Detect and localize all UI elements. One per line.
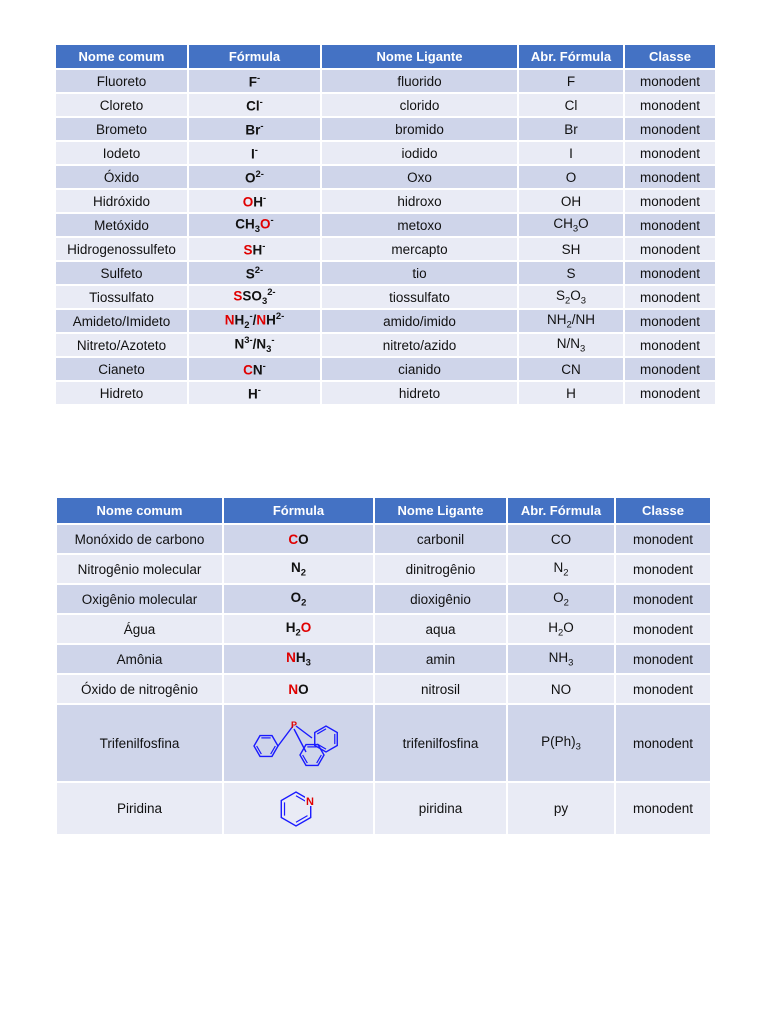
formula-text: NH bbox=[547, 311, 567, 327]
cell-classe: monodent bbox=[624, 237, 716, 261]
cell-formula bbox=[223, 704, 374, 782]
table-row bbox=[55, 333, 716, 357]
cell-classe: monodent bbox=[624, 213, 716, 237]
subscript: 2 bbox=[301, 597, 307, 609]
formula-text: O bbox=[565, 169, 577, 185]
header-nome-comum: Nome comum bbox=[55, 44, 188, 69]
cell-formula bbox=[223, 644, 374, 674]
charge-superscript: - bbox=[249, 310, 253, 322]
cell-nome-ligante: trifenilfosfina bbox=[374, 704, 507, 782]
subscript: 3 bbox=[266, 344, 272, 356]
formula-text: /N bbox=[252, 336, 267, 352]
charge-superscript: 2- bbox=[254, 264, 264, 276]
cell-nome-ligante: dioxigênio bbox=[374, 584, 507, 614]
cell-classe: monodent bbox=[624, 93, 716, 117]
cell-formula bbox=[188, 213, 321, 237]
subscript: 3 bbox=[254, 224, 261, 236]
cell-nome-ligante: hidroxo bbox=[321, 189, 518, 213]
formula-text: O bbox=[553, 589, 564, 605]
formula-text: O bbox=[563, 619, 574, 635]
subscript: 3 bbox=[580, 343, 586, 355]
cell-formula bbox=[188, 189, 321, 213]
ligands-table-anionic bbox=[55, 44, 716, 405]
formula-text: F bbox=[248, 74, 258, 90]
cell-formula bbox=[188, 357, 321, 381]
donor-atom: C bbox=[288, 531, 299, 547]
cell-abr-formula bbox=[518, 213, 624, 237]
cell-classe: monodent bbox=[615, 524, 711, 554]
cell-formula bbox=[188, 237, 321, 261]
cell-nome-ligante: metoxo bbox=[321, 213, 518, 237]
table-row bbox=[55, 69, 716, 93]
cell-classe: monodent bbox=[624, 141, 716, 165]
donor-atom: N bbox=[288, 681, 299, 697]
cell-abr-formula bbox=[507, 644, 615, 674]
formula-text: Br bbox=[245, 122, 261, 138]
cell-nome-ligante: nitrosil bbox=[374, 674, 507, 704]
donor-atom: S bbox=[233, 288, 243, 304]
table-row bbox=[55, 93, 716, 117]
cell-nome-ligante: iodido bbox=[321, 141, 518, 165]
cell-formula bbox=[188, 285, 321, 309]
table-body bbox=[55, 69, 716, 405]
cell-nome-ligante: bromido bbox=[321, 117, 518, 141]
formula-text: F bbox=[566, 73, 576, 89]
cell-nome-comum: Hidreto bbox=[55, 381, 188, 405]
cell-nome-ligante: clorido bbox=[321, 93, 518, 117]
charge-superscript: - bbox=[271, 334, 275, 346]
pyridine-structure-icon bbox=[274, 787, 324, 831]
formula-text: O bbox=[570, 287, 581, 303]
cell-abr-formula bbox=[518, 189, 624, 213]
cell-classe: monodent bbox=[624, 285, 716, 309]
cell-formula bbox=[188, 141, 321, 165]
cell-nome-comum: Monóxido de carbono bbox=[56, 524, 223, 554]
cell-nome-ligante: amido/imido bbox=[321, 309, 518, 333]
triphenylphosphine-structure-icon bbox=[246, 712, 352, 774]
cell-nome-comum: Hidróxido bbox=[55, 189, 188, 213]
cell-abr-formula bbox=[507, 704, 615, 782]
cell-abr-formula bbox=[518, 69, 624, 93]
charge-superscript: - bbox=[257, 72, 261, 84]
formula-text: SH bbox=[561, 241, 581, 257]
formula-text: N bbox=[252, 362, 263, 378]
table-row bbox=[56, 782, 711, 835]
subscript: 2 bbox=[565, 295, 571, 307]
subscript: 2 bbox=[244, 320, 250, 332]
charge-superscript: 2- bbox=[267, 286, 276, 298]
charge-superscript: - bbox=[262, 360, 266, 372]
subscript: 2 bbox=[563, 567, 569, 579]
formula-text: N bbox=[291, 559, 301, 575]
cell-nome-comum: Cloreto bbox=[55, 93, 188, 117]
formula-text: O bbox=[245, 170, 256, 186]
formula-text: NH bbox=[548, 649, 569, 665]
header-classe: Classe bbox=[615, 497, 711, 524]
cell-formula bbox=[188, 69, 321, 93]
cell-abr-formula bbox=[507, 674, 615, 704]
cell-classe: monodent bbox=[624, 189, 716, 213]
subscript: 2 bbox=[557, 627, 564, 639]
subscript: 2 bbox=[566, 319, 572, 331]
header-classe: Classe bbox=[624, 44, 716, 69]
formula-text: O bbox=[298, 681, 309, 697]
formula-text: SO bbox=[242, 288, 262, 304]
formula-text: O bbox=[298, 531, 309, 547]
formula-text: S bbox=[245, 266, 255, 282]
donor-atom: O bbox=[242, 194, 254, 210]
cell-nome-comum: Água bbox=[56, 614, 223, 644]
formula-text: O bbox=[578, 215, 589, 231]
table-row bbox=[55, 189, 716, 213]
donor-atom: N bbox=[286, 649, 296, 665]
cell-abr-formula bbox=[518, 93, 624, 117]
charge-superscript: 2- bbox=[255, 168, 264, 180]
charge-superscript: - bbox=[257, 384, 261, 396]
cell-nome-comum: Óxido de nitrogênio bbox=[56, 674, 223, 704]
cell-nome-ligante: mercapto bbox=[321, 237, 518, 261]
cell-abr-formula bbox=[507, 554, 615, 584]
header-abr-formula: Abr. Fórmula bbox=[518, 44, 624, 69]
cell-nome-ligante: hidreto bbox=[321, 381, 518, 405]
subscript: 3 bbox=[261, 296, 268, 308]
formula-text: P(Ph) bbox=[541, 733, 576, 749]
cell-nome-ligante: piridina bbox=[374, 782, 507, 835]
subscript: 2 bbox=[300, 567, 306, 579]
donor-atom: O bbox=[300, 619, 312, 635]
formula-text: Br bbox=[564, 121, 578, 137]
ligands-table-neutral bbox=[56, 497, 711, 835]
cell-classe: monodent bbox=[624, 357, 716, 381]
cell-formula bbox=[223, 614, 374, 644]
cell-classe: monodent bbox=[615, 614, 711, 644]
table-row bbox=[55, 381, 716, 405]
cell-abr-formula bbox=[507, 524, 615, 554]
cell-nome-ligante: amin bbox=[374, 644, 507, 674]
table-header-row bbox=[56, 497, 711, 524]
table-row bbox=[56, 704, 711, 782]
table-row bbox=[55, 165, 716, 189]
cell-classe: monodent bbox=[615, 704, 711, 782]
subscript: 3 bbox=[572, 223, 579, 235]
formula-text: I bbox=[251, 146, 255, 162]
table-row bbox=[55, 357, 716, 381]
formula-text: H bbox=[266, 312, 276, 328]
formula-text: OH bbox=[560, 193, 582, 209]
table-row bbox=[56, 524, 711, 554]
cell-nome-ligante: fluorido bbox=[321, 69, 518, 93]
cell-classe: monodent bbox=[624, 165, 716, 189]
subscript: 3 bbox=[575, 741, 581, 753]
table-row bbox=[55, 117, 716, 141]
formula-text: H bbox=[295, 649, 306, 665]
cell-classe: monodent bbox=[615, 584, 711, 614]
formula-text: H bbox=[234, 312, 245, 328]
subscript: 3 bbox=[580, 295, 587, 307]
table-row bbox=[55, 141, 716, 165]
formula-text: I bbox=[569, 145, 573, 161]
cell-formula bbox=[188, 117, 321, 141]
table-header-row bbox=[55, 44, 716, 69]
cell-nome-ligante: tiossulfato bbox=[321, 285, 518, 309]
formula-text: N bbox=[553, 559, 564, 575]
cell-classe: monodent bbox=[615, 674, 711, 704]
header-formula: Fórmula bbox=[188, 44, 321, 69]
table-row bbox=[55, 213, 716, 237]
formula-text: py bbox=[553, 801, 569, 816]
charge-superscript: - bbox=[260, 120, 264, 132]
formula-text: N/N bbox=[556, 335, 580, 351]
subscript: 3 bbox=[305, 657, 311, 669]
formula-text: H bbox=[548, 619, 558, 635]
formula-text: S bbox=[566, 265, 576, 281]
cell-nome-ligante: carbonil bbox=[374, 524, 507, 554]
cell-nome-ligante: tio bbox=[321, 261, 518, 285]
charge-superscript: - bbox=[259, 96, 263, 108]
cell-formula bbox=[188, 309, 321, 333]
formula-text: / bbox=[252, 312, 257, 328]
cell-abr-formula bbox=[518, 285, 624, 309]
svg-text:N: N bbox=[305, 795, 314, 808]
cell-nome-comum: Metóxido bbox=[55, 213, 188, 237]
formula-text: O bbox=[290, 589, 302, 605]
cell-classe: monodent bbox=[624, 381, 716, 405]
donor-atom: O bbox=[260, 216, 271, 232]
cell-formula bbox=[223, 524, 374, 554]
cell-nome-comum: Nitreto/Azoteto bbox=[55, 333, 188, 357]
cell-formula bbox=[188, 165, 321, 189]
formula-text: H bbox=[248, 386, 258, 402]
cell-formula bbox=[223, 782, 374, 835]
header-nome-ligante: Nome Ligante bbox=[321, 44, 518, 69]
cell-nome-comum: Oxigênio molecular bbox=[56, 584, 223, 614]
donor-atom: N bbox=[256, 312, 267, 328]
table-row bbox=[56, 614, 711, 644]
cell-classe: monodent bbox=[615, 782, 711, 835]
table-body bbox=[56, 524, 711, 835]
table-row bbox=[56, 554, 711, 584]
cell-nome-comum: Amideto/Imideto bbox=[55, 309, 188, 333]
header-abr-formula: Abr. Fórmula bbox=[507, 497, 615, 524]
table-row bbox=[56, 584, 711, 614]
cell-formula bbox=[188, 93, 321, 117]
table-row bbox=[55, 285, 716, 309]
cell-nome-comum: Amônia bbox=[56, 644, 223, 674]
cell-formula bbox=[188, 333, 321, 357]
cell-nome-comum: Trifenilfosfina bbox=[56, 704, 223, 782]
formula-text: H bbox=[253, 194, 264, 210]
charge-superscript: 2- bbox=[275, 310, 285, 322]
cell-nome-comum: Piridina bbox=[56, 782, 223, 835]
header-nome-comum: Nome comum bbox=[56, 497, 223, 524]
cell-nome-comum: Iodeto bbox=[55, 141, 188, 165]
formula-text: N bbox=[234, 336, 245, 352]
formula-text: S bbox=[555, 287, 565, 303]
cell-nome-comum: Sulfeto bbox=[55, 261, 188, 285]
formula-text: CH bbox=[553, 215, 573, 231]
cell-abr-formula bbox=[518, 117, 624, 141]
cell-abr-formula bbox=[518, 333, 624, 357]
formula-text: H bbox=[285, 619, 296, 635]
donor-atom: S bbox=[243, 242, 253, 258]
cell-classe: monodent bbox=[624, 69, 716, 93]
cell-classe: monodent bbox=[624, 333, 716, 357]
cell-abr-formula bbox=[507, 614, 615, 644]
formula-text: H bbox=[566, 385, 576, 401]
cell-formula bbox=[188, 381, 321, 405]
table-row bbox=[55, 261, 716, 285]
cell-classe: monodent bbox=[624, 117, 716, 141]
header-nome-ligante: Nome Ligante bbox=[374, 497, 507, 524]
charge-superscript: - bbox=[262, 240, 266, 252]
table-row bbox=[56, 644, 711, 674]
cell-nome-comum: Óxido bbox=[55, 165, 188, 189]
formula-text: /NH bbox=[571, 311, 595, 327]
cell-formula bbox=[223, 584, 374, 614]
cell-formula bbox=[188, 261, 321, 285]
header-formula: Fórmula bbox=[223, 497, 374, 524]
cell-abr-formula bbox=[518, 309, 624, 333]
formula-text: Cl bbox=[246, 98, 260, 114]
cell-abr-formula bbox=[518, 381, 624, 405]
formula-text: CN bbox=[561, 361, 581, 377]
cell-formula bbox=[223, 674, 374, 704]
cell-nome-ligante: nitreto/azido bbox=[321, 333, 518, 357]
table-row bbox=[56, 674, 711, 704]
donor-atom: C bbox=[243, 362, 253, 378]
charge-superscript: - bbox=[254, 144, 258, 156]
formula-text: CH bbox=[235, 216, 255, 232]
cell-nome-comum: Fluoreto bbox=[55, 69, 188, 93]
cell-classe: monodent bbox=[615, 554, 711, 584]
cell-abr-formula bbox=[507, 584, 615, 614]
cell-abr-formula bbox=[507, 782, 615, 835]
donor-atom: N bbox=[224, 312, 235, 328]
cell-nome-comum: Hidrogenossulfeto bbox=[55, 237, 188, 261]
cell-nome-comum: Cianeto bbox=[55, 357, 188, 381]
subscript: 2 bbox=[295, 627, 301, 639]
charge-superscript: - bbox=[270, 214, 274, 226]
subscript: 2 bbox=[563, 597, 569, 609]
cell-nome-ligante: aqua bbox=[374, 614, 507, 644]
table-row bbox=[55, 237, 716, 261]
cell-abr-formula bbox=[518, 261, 624, 285]
formula-text: CO bbox=[550, 531, 572, 547]
table-row bbox=[55, 309, 716, 333]
charge-superscript: 3- bbox=[244, 334, 253, 346]
cell-classe: monodent bbox=[615, 644, 711, 674]
cell-classe: monodent bbox=[624, 309, 716, 333]
formula-text: H bbox=[252, 242, 263, 258]
cell-nome-comum: Tiossulfato bbox=[55, 285, 188, 309]
formula-text: NO bbox=[550, 681, 572, 697]
svg-text:P: P bbox=[290, 720, 297, 730]
cell-formula bbox=[223, 554, 374, 584]
cell-nome-ligante: dinitrogênio bbox=[374, 554, 507, 584]
cell-nome-comum: Brometo bbox=[55, 117, 188, 141]
cell-classe: monodent bbox=[624, 261, 716, 285]
charge-superscript: - bbox=[263, 192, 267, 204]
cell-abr-formula bbox=[518, 357, 624, 381]
cell-abr-formula bbox=[518, 237, 624, 261]
cell-abr-formula bbox=[518, 141, 624, 165]
subscript: 3 bbox=[568, 657, 574, 669]
cell-nome-ligante: Oxo bbox=[321, 165, 518, 189]
formula-text: Cl bbox=[564, 97, 578, 113]
cell-abr-formula bbox=[518, 165, 624, 189]
cell-nome-comum: Nitrogênio molecular bbox=[56, 554, 223, 584]
cell-nome-ligante: cianido bbox=[321, 357, 518, 381]
